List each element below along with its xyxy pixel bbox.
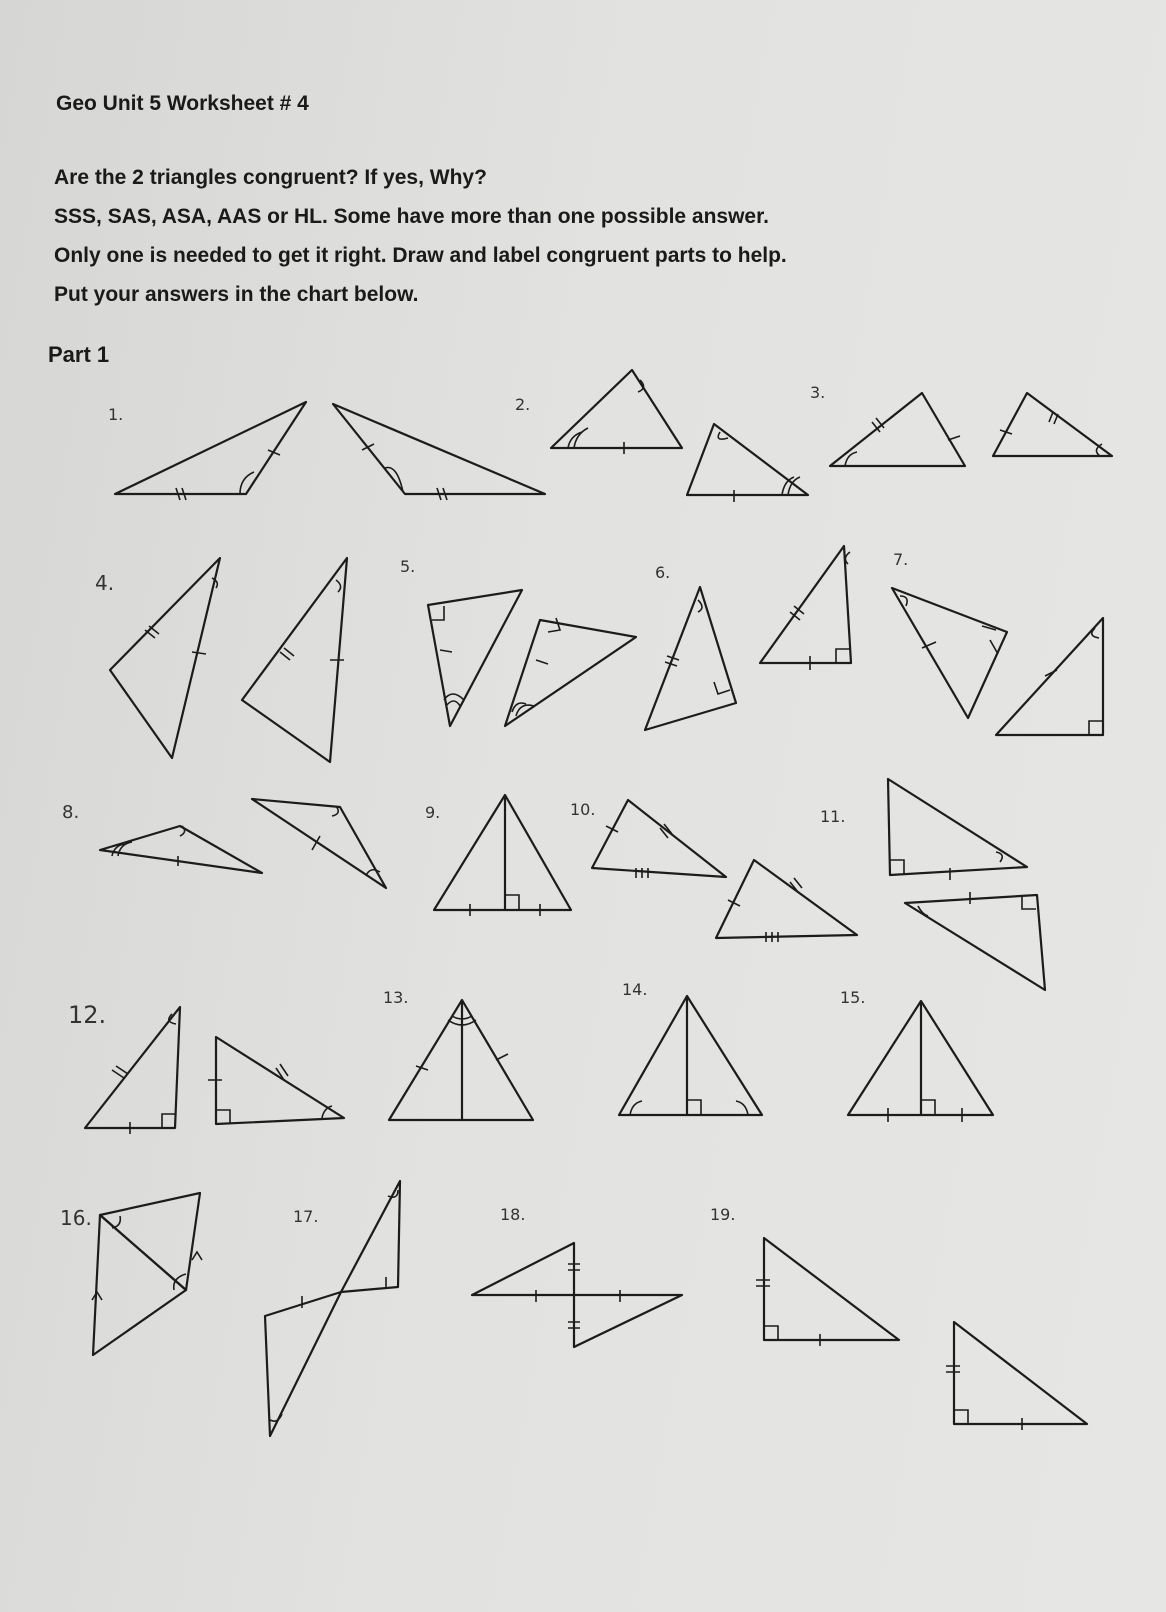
problem-number: 5. bbox=[400, 557, 416, 576]
problem-number: 3. bbox=[810, 383, 826, 402]
problem-number: 8. bbox=[62, 802, 80, 823]
problem-number: 10. bbox=[570, 800, 596, 819]
problem-3-figure bbox=[830, 393, 1112, 466]
problem-7-figure bbox=[892, 588, 1103, 735]
problem-6-figure bbox=[645, 546, 851, 730]
problem-number: 17. bbox=[293, 1207, 319, 1226]
problem-number: 14. bbox=[622, 980, 648, 999]
problem-number: 15. bbox=[840, 988, 866, 1007]
problem-8-figure bbox=[100, 799, 386, 888]
problem-number: 19. bbox=[710, 1205, 736, 1224]
problem-5-figure bbox=[428, 590, 636, 726]
problem-number: 11. bbox=[820, 807, 846, 826]
problem-15-figure bbox=[848, 1001, 993, 1122]
problem-16-figure bbox=[92, 1193, 202, 1355]
problem-12-figure bbox=[85, 1007, 344, 1134]
problem-number: 16. bbox=[60, 1206, 92, 1230]
problem-10-figure bbox=[592, 800, 857, 942]
problem-number: 13. bbox=[383, 988, 409, 1007]
instruction-line: Only one is needed to get it right. Draw and label congruent parts to help. bbox=[54, 244, 787, 267]
instruction-line: SSS, SAS, ASA, AAS or HL. Some have more than one possible answer. bbox=[54, 205, 769, 228]
problem-number: 1. bbox=[108, 405, 124, 424]
instruction-line: Are the 2 triangles congruent? If yes, Why? bbox=[54, 166, 487, 189]
problem-number: 9. bbox=[425, 803, 441, 822]
problem-number: 7. bbox=[893, 550, 909, 569]
problem-14-figure bbox=[619, 996, 762, 1115]
problem-11-figure bbox=[888, 779, 1045, 990]
problem-number: 2. bbox=[515, 395, 531, 414]
problem-number: 4. bbox=[95, 571, 115, 595]
problem-18-figure bbox=[472, 1243, 682, 1347]
problem-17-figure bbox=[265, 1181, 400, 1436]
problem-number: 6. bbox=[655, 563, 671, 582]
problem-2-figure bbox=[551, 370, 808, 502]
part-heading: Part 1 bbox=[48, 342, 110, 367]
problem-4-figure bbox=[110, 558, 347, 762]
worksheet-title: Geo Unit 5 Worksheet # 4 bbox=[56, 92, 309, 115]
problem-13-figure bbox=[389, 1000, 533, 1120]
problem-number: 18. bbox=[500, 1205, 526, 1224]
problem-number: 12. bbox=[68, 1001, 107, 1029]
problem-9-figure bbox=[434, 795, 571, 916]
problem-1-figure bbox=[115, 402, 545, 500]
instruction-line: Put your answers in the chart below. bbox=[54, 283, 419, 306]
problem-19-figure bbox=[756, 1238, 1087, 1430]
